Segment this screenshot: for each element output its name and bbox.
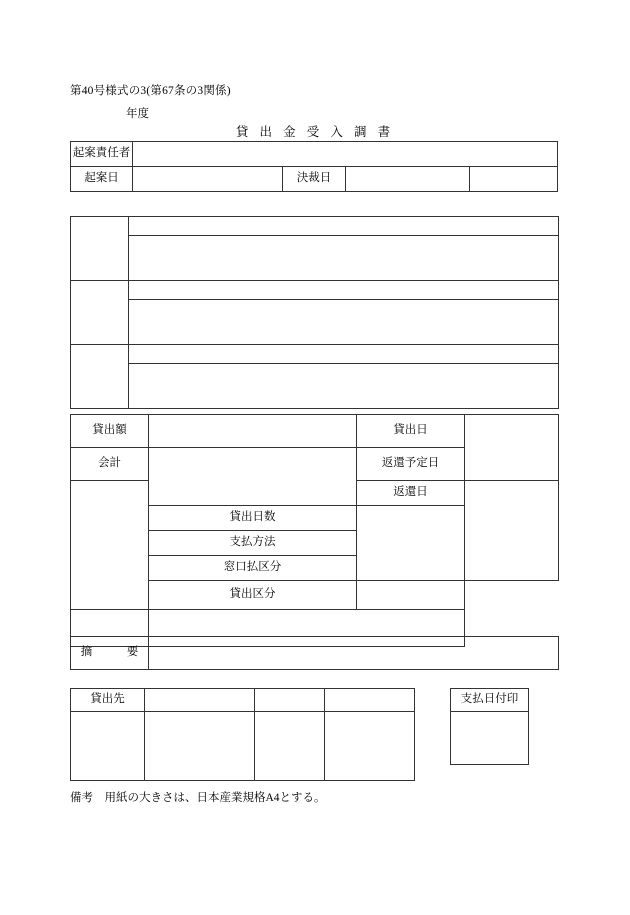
borrower-label: 貸出先 — [71, 689, 145, 712]
borrower-cell-3[interactable] — [325, 689, 415, 712]
payment-method-label: 支払方法 — [149, 531, 357, 556]
table-row — [71, 637, 559, 670]
table-row — [71, 142, 558, 167]
borrower-row2-cell-1[interactable] — [71, 712, 145, 781]
counter-payment-class-label: 窓口払区分 — [149, 556, 357, 581]
table-row — [451, 712, 529, 765]
table-row — [71, 345, 559, 364]
body-section-1-line1[interactable] — [129, 217, 559, 236]
body-section-2-label — [71, 281, 129, 345]
document-title: 貸 出 金 受 入 調 書 — [235, 125, 395, 139]
draft-date-value[interactable] — [133, 167, 283, 192]
amount-table — [70, 414, 559, 647]
body-section-3-line2[interactable] — [129, 364, 559, 409]
responsible-person-label: 起案責任者 — [71, 142, 133, 167]
table-row — [71, 217, 559, 236]
table-row — [71, 300, 559, 345]
table-row — [71, 281, 559, 300]
borrower-table — [70, 688, 415, 781]
loan-amount-label: 貸出額 — [71, 415, 149, 448]
summary-table — [70, 636, 559, 670]
loan-amount-value[interactable] — [149, 415, 357, 448]
table-row — [71, 415, 559, 448]
body-section-2-line1[interactable] — [129, 281, 559, 300]
borrower-cell-1[interactable] — [145, 689, 255, 712]
table-row — [71, 236, 559, 281]
table-row — [71, 712, 415, 781]
borrower-cell-2[interactable] — [255, 689, 325, 712]
return-date-label: 返還日 — [357, 481, 465, 506]
header-table — [70, 141, 558, 192]
loan-class-value[interactable] — [357, 581, 465, 610]
approval-extra-value[interactable] — [469, 167, 557, 192]
body-table — [70, 216, 559, 409]
return-date-value[interactable] — [465, 481, 559, 581]
payment-stamp-table — [450, 688, 529, 765]
table-row — [71, 689, 415, 712]
body-section-1-line2[interactable] — [129, 236, 559, 281]
summary-label: 摘 要 — [71, 637, 149, 670]
loan-class-label: 貸出区分 — [149, 581, 357, 610]
borrower-row2-cell-2[interactable] — [145, 712, 255, 781]
payment-stamp-label: 支払日付印 — [451, 689, 529, 712]
payment-stamp-area[interactable] — [451, 712, 529, 765]
table-row — [71, 364, 559, 409]
loan-date-value[interactable] — [465, 415, 559, 481]
draft-date-label: 起案日 — [71, 167, 133, 192]
borrower-row2-cell-3[interactable] — [255, 712, 325, 781]
body-section-2-line2[interactable] — [129, 300, 559, 345]
approval-date-value[interactable] — [345, 167, 469, 192]
borrower-row2-cell-4[interactable] — [325, 712, 415, 781]
approval-date-label: 決裁日 — [283, 167, 345, 192]
body-section-3-line1[interactable] — [129, 345, 559, 364]
account-label: 会計 — [71, 448, 149, 481]
responsible-person-value[interactable] — [133, 142, 558, 167]
expected-return-date-label: 返還予定日 — [357, 448, 465, 481]
loan-date-label: 貸出日 — [357, 415, 465, 448]
footnote: 備考 用紙の大きさは、日本産業規格A4とする。 — [70, 792, 326, 804]
detail-value[interactable] — [71, 481, 149, 610]
body-section-1-label — [71, 217, 129, 281]
body-section-3-label — [71, 345, 129, 409]
fiscal-year-label: 年度 — [126, 108, 149, 120]
summary-value[interactable] — [149, 637, 559, 670]
table-row — [71, 167, 558, 192]
account-value[interactable] — [149, 448, 357, 506]
form-number: 第40号様式の3(第67条の3関係) — [70, 85, 231, 97]
loan-days-label: 貸出日数 — [149, 506, 357, 531]
table-row — [451, 689, 529, 712]
